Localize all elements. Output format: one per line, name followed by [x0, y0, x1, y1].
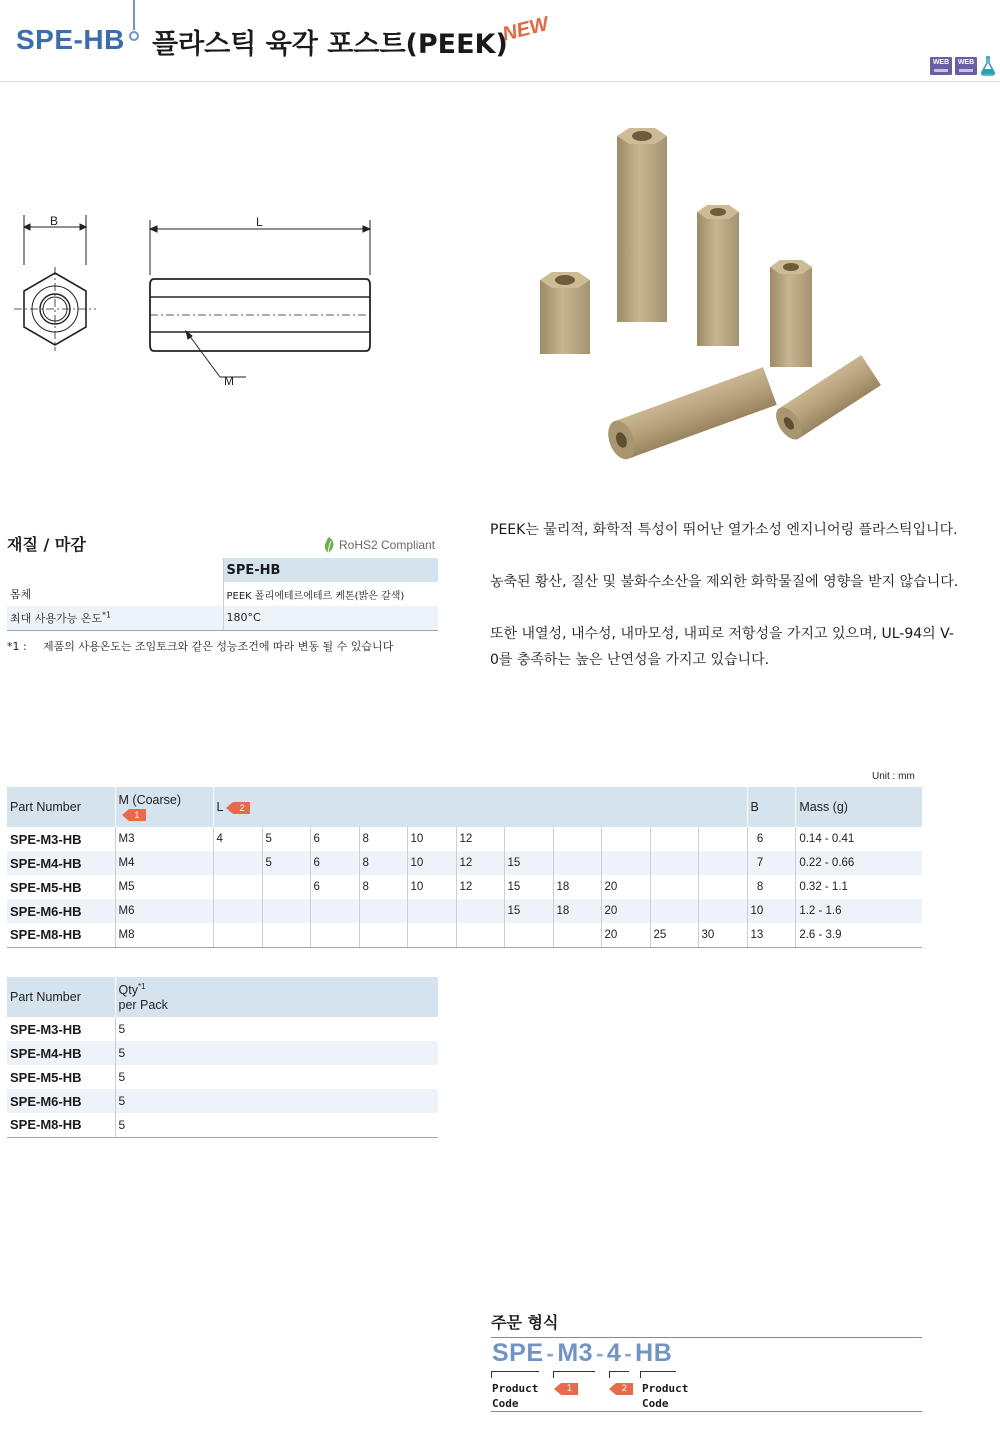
header-part-number: Part Number: [7, 787, 115, 827]
table-row: [7, 606, 438, 630]
order-label-line: Code: [642, 1397, 669, 1410]
cell-l: [213, 851, 262, 875]
cell-l: [213, 875, 262, 899]
cell-m: M8: [115, 923, 213, 947]
cell-b: 13: [747, 923, 796, 947]
cell-part-number: SPE-M6-HB: [7, 899, 115, 923]
header-divider: [133, 0, 135, 30]
cell-part-number: SPE-M5-HB: [7, 1065, 115, 1089]
cell-m: M5: [115, 875, 213, 899]
cell-m: M6: [115, 899, 213, 923]
cell-l: [407, 923, 456, 947]
cell-part-number: SPE-M3-HB: [7, 1017, 115, 1041]
order-bracket: [553, 1371, 595, 1378]
cell-l: 6: [310, 875, 359, 899]
peek-posts-image: [520, 110, 900, 480]
table-row: [7, 875, 922, 899]
order-code: [492, 1339, 672, 1368]
cell-l: [310, 923, 359, 947]
cell-qty: 5: [118, 1022, 126, 1036]
cell-l: 20: [601, 899, 650, 923]
header-m-label: M (Coarse): [118, 793, 182, 807]
order-tag-1-icon: 1: [561, 1383, 578, 1395]
table-row: [7, 582, 438, 606]
table-row: [7, 1065, 438, 1089]
order-bracket: [640, 1371, 676, 1378]
post-short: [540, 272, 590, 354]
post-lying-long: [603, 367, 776, 463]
tag-1-icon: 1: [129, 809, 146, 821]
order-sep: -: [546, 1341, 555, 1366]
order-label-line: Product: [492, 1382, 539, 1395]
cell-part-number: SPE-M8-HB: [7, 923, 115, 947]
materials-label-text: 최대 사용가능 온도: [10, 611, 103, 625]
header-dot: [129, 31, 139, 41]
note-text: 제품의 사용온도는 조임토크와 같은 성능조건에 따라 변동 될 수 있습니다: [43, 640, 394, 653]
unit-label: Unit : mm: [872, 771, 915, 782]
dim-label-m: M: [224, 374, 234, 388]
cell-l: [504, 923, 553, 947]
qty-header-label: Qty: [118, 983, 138, 998]
dim-label-l: L: [256, 215, 263, 229]
cell-l: 10: [407, 827, 456, 851]
cell-l: [553, 923, 601, 947]
cell-l: 8: [359, 875, 407, 899]
dim-label-b: B: [50, 214, 59, 228]
qty-header-row: [7, 977, 438, 1017]
cell-l: [698, 851, 747, 875]
rohs-label: RoHS2 Compliant: [339, 538, 436, 552]
cell-l: [650, 875, 698, 899]
product-description: [490, 517, 960, 699]
table-row: [7, 899, 922, 923]
cell-l: [359, 899, 407, 923]
tag-2-icon: 2: [233, 802, 250, 814]
page-header: [0, 0, 1000, 82]
cell-l: [262, 923, 310, 947]
header-b: B: [747, 787, 796, 827]
cell-mass: 1.2 - 1.6: [796, 899, 922, 923]
dimension-drawing: [10, 205, 390, 395]
post-tall: [617, 128, 667, 322]
cell-l: 12: [456, 851, 504, 875]
cell-l: 15: [504, 875, 553, 899]
cell-mass: 0.22 - 0.66: [796, 851, 922, 875]
post-lying-short: [771, 355, 881, 444]
web-icons: [930, 56, 996, 76]
qty-header-part: Part Number: [7, 977, 115, 1017]
order-sep: -: [596, 1341, 604, 1366]
cell-part-number: SPE-M4-HB: [7, 1041, 115, 1065]
cell-b: 8: [747, 875, 796, 899]
cell-m: M3: [115, 827, 213, 851]
cell-part-number: SPE-M6-HB: [7, 1089, 115, 1113]
header-l: [213, 787, 747, 827]
cell-part-number: SPE-M5-HB: [7, 875, 115, 899]
cell-l: 4: [213, 827, 262, 851]
cell-l: [650, 899, 698, 923]
table-row: [7, 1089, 438, 1113]
new-badge: NEW: [500, 13, 551, 46]
cell-qty: 5: [115, 1113, 438, 1137]
cell-l: 18: [553, 875, 601, 899]
order-format-title: 주문 형식: [491, 1313, 559, 1332]
order-label-line: Product: [642, 1382, 689, 1395]
cell-l: [213, 923, 262, 947]
cell-l: 25: [650, 923, 698, 947]
cell-l: [504, 827, 553, 851]
header-l-label: L: [216, 800, 224, 814]
post-right: [770, 260, 812, 367]
cell-mass: 0.14 - 0.41: [799, 833, 855, 845]
cell-mass: 0.32 - 1.1: [799, 881, 848, 893]
cell-l: 12: [456, 827, 504, 851]
cell-l: [601, 851, 650, 875]
cell-l: 18: [553, 899, 601, 923]
product-photo: [520, 110, 900, 480]
cell-part-number: SPE-M4-HB: [7, 851, 115, 875]
order-part-product: SPE: [492, 1339, 544, 1367]
cell-l: [359, 923, 407, 947]
note-mark: *1 :: [7, 640, 27, 653]
materials-header: SPE-HB: [223, 558, 438, 582]
cell-l: 30: [698, 923, 747, 947]
order-label-product-code: [492, 1381, 538, 1411]
table-row: [7, 1017, 438, 1041]
cell-part-number: SPE-M3-HB: [7, 827, 115, 851]
cell-l: 12: [456, 875, 504, 899]
order-divider-top: [491, 1337, 922, 1338]
cell-l: [698, 899, 747, 923]
table-row: [7, 923, 922, 947]
rohs-badge: [322, 536, 435, 554]
order-sep: -: [624, 1341, 633, 1366]
cell-l: [553, 851, 601, 875]
cell-l: [213, 899, 262, 923]
cell-l: 5: [262, 827, 310, 851]
qty-table: [7, 977, 438, 1138]
cell-l: [456, 899, 504, 923]
cell-b: 6: [747, 827, 796, 851]
table-row: [7, 827, 922, 851]
order-part-m: M3: [557, 1339, 594, 1367]
footnote-ref: *1: [102, 610, 112, 620]
qty-header-label-2: per Pack: [118, 997, 168, 1012]
cell-l: [650, 827, 698, 851]
cell-l: [601, 827, 650, 851]
post-medium: [697, 205, 739, 346]
cell-l: [262, 899, 310, 923]
cell-l: 10: [407, 875, 456, 899]
flask-icon[interactable]: [980, 56, 996, 76]
cell-mass: 2.6 - 3.9: [796, 923, 922, 947]
cell-l: [310, 899, 359, 923]
series-code: SPE-HB: [16, 24, 125, 55]
cell-l: 6: [310, 827, 359, 851]
materials-header-empty: [7, 558, 223, 582]
cell-l: [553, 827, 601, 851]
order-part-suffix: HB: [635, 1339, 673, 1367]
order-part-l: 4: [606, 1339, 622, 1367]
cell-l: 8: [359, 827, 407, 851]
order-bracket: [609, 1371, 629, 1378]
cell-l: [650, 851, 698, 875]
table-row: [7, 1113, 438, 1137]
table-row: [7, 1041, 438, 1065]
cell-l: 20: [601, 875, 650, 899]
cell-l: 8: [359, 851, 407, 875]
materials-label: 몸체: [7, 582, 223, 606]
order-bracket: [491, 1371, 539, 1378]
cell-l: [698, 875, 747, 899]
header-m: [115, 787, 213, 827]
cell-b: 10: [747, 899, 796, 923]
cell-l: 15: [504, 851, 553, 875]
spec-table: [7, 787, 922, 948]
materials-table: [7, 558, 438, 631]
cell-l: [698, 827, 747, 851]
cell-qty: 5: [118, 1070, 126, 1084]
header-mass: Mass (g): [796, 787, 922, 827]
web-badge-icon[interactable]: WEB: [930, 57, 952, 75]
materials-value: 180°C: [223, 606, 438, 630]
cell-qty: 5: [115, 1041, 438, 1065]
cell-l: [456, 923, 504, 947]
materials-label: [7, 606, 223, 630]
order-label-line: Code: [492, 1397, 519, 1410]
materials-note: [7, 638, 393, 654]
cell-l: 15: [504, 899, 553, 923]
cell-l: 20: [601, 923, 650, 947]
table-row: [7, 851, 922, 875]
spec-header-row: [7, 787, 922, 827]
description-paragraph: 농축된 황산, 질산 및 불화수소산을 제외한 화학물질에 영향을 받지 않습니다.: [490, 574, 959, 590]
materials-title: 재질 / 마감: [7, 535, 86, 554]
cell-l: 10: [407, 851, 456, 875]
web-badge-icon[interactable]: WEB: [955, 57, 977, 75]
cell-l: 6: [310, 851, 359, 875]
description-paragraph: 또한 내열성, 내수성, 내마모성, 내피로 저항성을 가지고 있으며, UL-94의 V-0를 충족하는 높은 난연성을 가지고 있습니다.: [490, 626, 954, 668]
cell-l: [262, 875, 310, 899]
footnote-ref: *1: [137, 982, 146, 992]
materials-value: PEEK 폴리에테르에테르 케톤(밝은 갈색): [223, 582, 438, 606]
qty-header-qty: [115, 977, 438, 1017]
page-title: 플라스틱 육각 포스트(PEEK): [152, 29, 508, 60]
cell-qty: 5: [115, 1089, 438, 1113]
cell-part-number: SPE-M8-HB: [7, 1113, 115, 1137]
cell-m: M4: [115, 851, 213, 875]
technical-drawing: [10, 205, 390, 395]
cell-l: [407, 899, 456, 923]
order-tag-2-icon: 2: [616, 1383, 633, 1395]
order-label-product-code: [642, 1381, 688, 1411]
order-divider-bottom: [491, 1411, 922, 1412]
leaf-icon: [322, 536, 336, 554]
description-paragraph: PEEK는 물리적, 화학적 특성이 뛰어난 열가소성 엔지니어링 플라스틱입니다.: [490, 522, 958, 538]
cell-l: 5: [262, 851, 310, 875]
cell-b: 7: [747, 851, 796, 875]
